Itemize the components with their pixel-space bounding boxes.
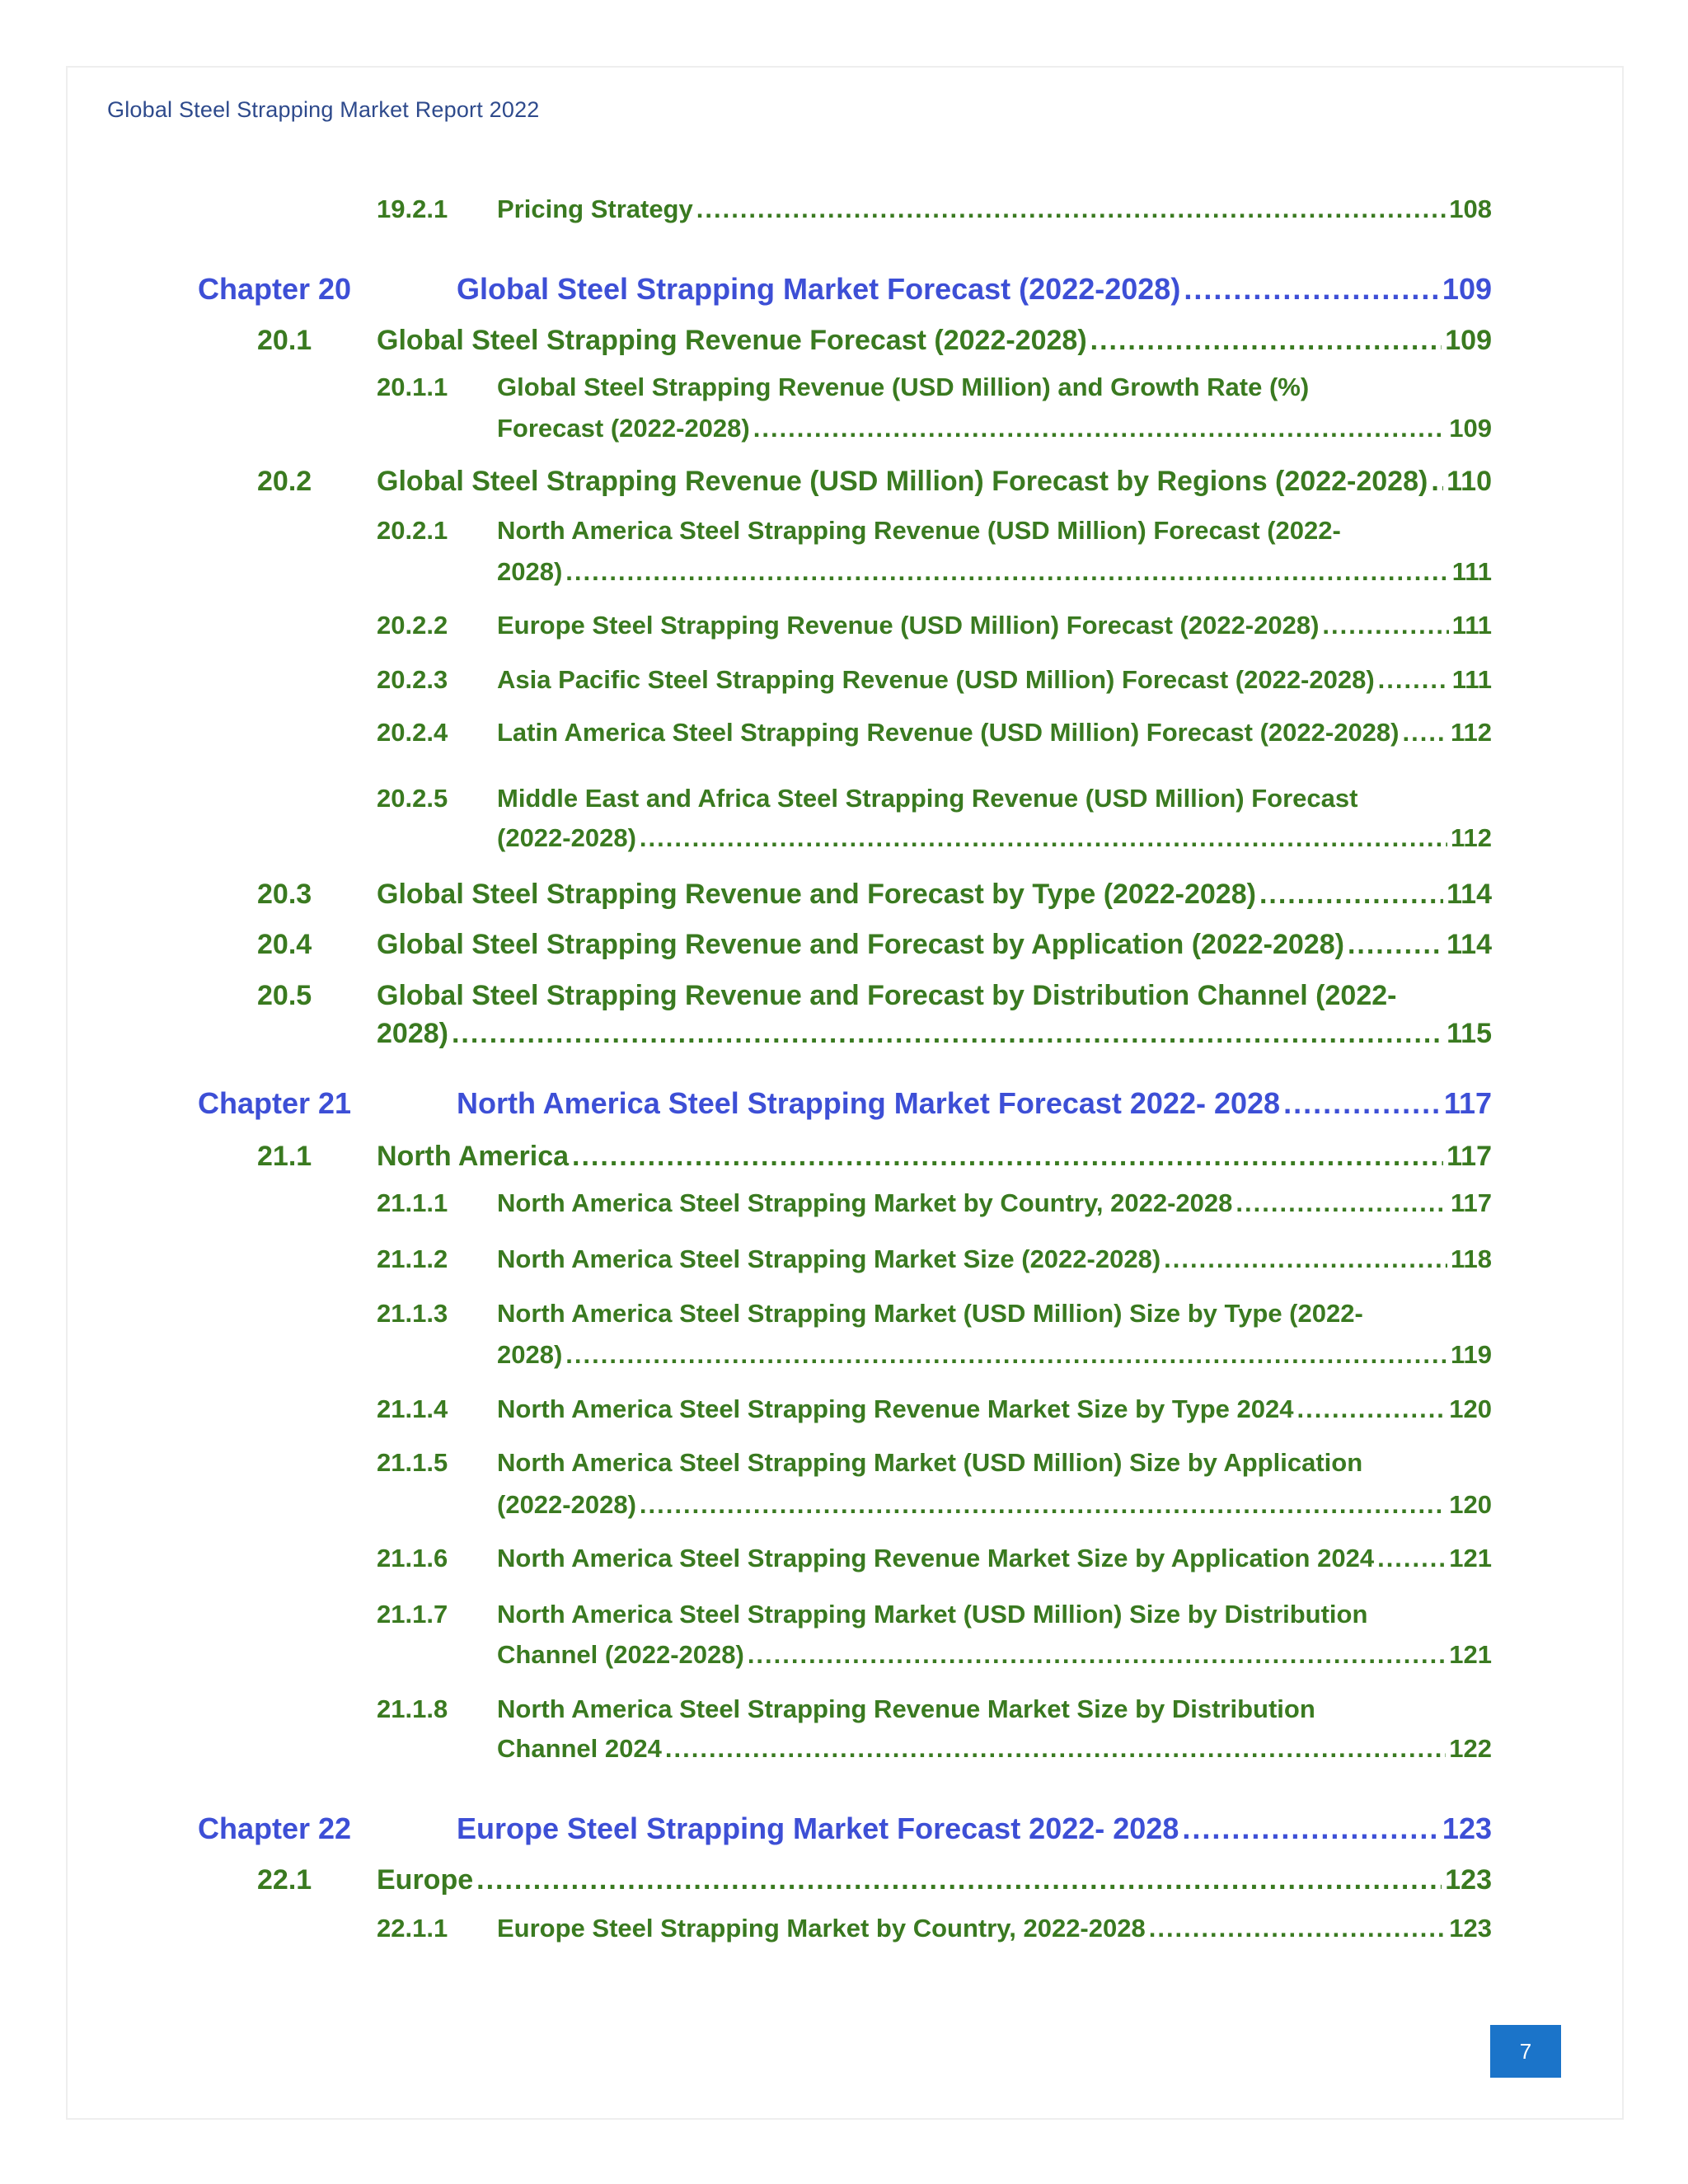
toc-entry-number: Chapter 20	[198, 272, 352, 306]
dot-leader	[665, 1734, 1446, 1764]
toc-entry-number: 20.2.5	[377, 784, 448, 813]
toc-entry-title: Global Steel Strapping Revenue and Forecast by Type (2022-2028)	[377, 879, 1256, 910]
dot-leader	[1164, 1244, 1447, 1274]
toc-entry-title: North America Steel Strapping Revenue Market Size by Application 2024	[497, 1544, 1375, 1572]
toc-entry-number: 22.1	[257, 1864, 312, 1896]
toc-entry-number: 20.2.2	[377, 611, 448, 640]
dot-leader	[1259, 879, 1443, 911]
toc-entry-page: 123	[1442, 1811, 1492, 1845]
toc-entry-page: 120	[1449, 1394, 1492, 1423]
toc-entry-page: 118	[1450, 1244, 1492, 1273]
toc-entry-title: Latin America Steel Strapping Revenue (USD Million) Forecast (2022-2028)	[497, 718, 1400, 747]
dot-leader	[565, 557, 1448, 587]
toc-entry-number: 21.1.5	[377, 1448, 448, 1477]
toc-entry-page: 108	[1449, 194, 1492, 223]
toc-entry-title-line: North America Steel Strapping Revenue (USD Million) Forecast (2022-	[497, 516, 1341, 545]
toc-entry-title-line: Global Steel Strapping Revenue (USD Million) and Growth Rate (%)	[497, 373, 1310, 401]
toc-entry-number: 21.1.7	[377, 1600, 448, 1629]
dot-leader	[1283, 1086, 1441, 1121]
toc-entry-page: 111	[1451, 611, 1492, 640]
toc-entry-title: Europe	[377, 1864, 474, 1896]
toc-entry-title: Channel (2022-2028)	[497, 1640, 744, 1669]
toc-entry-number: 21.1.8	[377, 1694, 448, 1723]
toc-entry-number: 21.1.2	[377, 1244, 448, 1273]
dot-leader	[1182, 1811, 1439, 1846]
dot-leader	[640, 1490, 1446, 1520]
dot-leader	[1184, 272, 1439, 307]
dot-leader	[1149, 1914, 1447, 1943]
toc-entry-title: Europe Steel Strapping Market Forecast 2022- 2028	[457, 1811, 1179, 1845]
toc-entry-number: 20.3	[257, 879, 312, 910]
dot-leader	[476, 1864, 1442, 1896]
dot-leader	[1236, 1188, 1447, 1218]
dot-leader	[1403, 718, 1447, 748]
toc-entry-page: 121	[1449, 1544, 1492, 1572]
toc-entry-number: 21.1	[257, 1141, 312, 1172]
toc-entry-number: 21.1.1	[377, 1188, 448, 1217]
dot-leader	[1378, 665, 1449, 695]
toc-entry-page: 114	[1447, 879, 1492, 910]
toc-entry-title: Europe Steel Strapping Revenue (USD Million) Forecast (2022-2028)	[497, 611, 1320, 640]
toc-entry-number: 20.2.1	[377, 516, 448, 545]
dot-leader	[696, 194, 1447, 224]
running-header: Global Steel Strapping Market Report 2022	[107, 97, 540, 122]
toc-entry-number: 21.1.3	[377, 1299, 448, 1328]
toc-entry-title: (2022-2028)	[497, 823, 636, 852]
toc-entry-page: 119	[1450, 1340, 1492, 1369]
toc-entry-number: Chapter 21	[198, 1086, 352, 1120]
toc-entry-page: 109	[1449, 414, 1492, 443]
dot-leader	[565, 1340, 1447, 1370]
toc-entry-title-line: North America Steel Strapping Market (USD Million) Size by Application	[497, 1448, 1363, 1477]
toc-entry-title: Channel 2024	[497, 1734, 662, 1763]
toc-entry-title: Europe Steel Strapping Market by Country, 2022-2028	[497, 1914, 1146, 1943]
toc-entry-number: 20.1	[257, 325, 312, 356]
toc-entry-page: 109	[1442, 272, 1492, 306]
dot-leader	[640, 823, 1447, 853]
toc-entry-number: 20.5	[257, 980, 312, 1011]
toc-entry-title: Global Steel Strapping Revenue Forecast (2022-2028)	[377, 325, 1087, 356]
toc-entry-page: 109	[1445, 325, 1492, 356]
toc-entry-page: 117	[1450, 1188, 1492, 1217]
toc-entry-title-line: North America Steel Strapping Market (USD Million) Size by Type (2022-	[497, 1299, 1363, 1328]
dot-leader	[572, 1141, 1443, 1173]
toc-entry-page: 122	[1449, 1734, 1492, 1763]
toc-entry-page: 112	[1450, 718, 1492, 747]
dot-leader	[1090, 325, 1442, 357]
toc-entry-page: 117	[1443, 1086, 1492, 1120]
dot-leader	[452, 1018, 1443, 1050]
toc-entry-title: North America Steel Strapping Market by Country, 2022-2028	[497, 1188, 1233, 1217]
toc-entry-title: North America	[377, 1141, 570, 1172]
dot-leader	[753, 414, 1447, 443]
toc-entry-number: 20.2	[257, 466, 312, 497]
dot-leader	[1322, 611, 1448, 640]
toc-entry-title: Pricing Strategy	[497, 194, 693, 223]
toc-entry-page: 123	[1449, 1914, 1492, 1943]
toc-entry-number: 20.2.4	[377, 718, 448, 747]
toc-entry-title-line: Global Steel Strapping Revenue and Forecast by Distribution Channel (2022-	[377, 980, 1397, 1011]
toc-entry-number: Chapter 22	[198, 1811, 352, 1845]
toc-entry-number: 20.2.3	[377, 665, 448, 694]
toc-entry-number: 21.1.6	[377, 1544, 448, 1572]
toc-entry-number: 20.1.1	[377, 373, 448, 401]
toc-entry-title-line: North America Steel Strapping Market (USD Million) Size by Distribution	[497, 1600, 1368, 1629]
dot-leader	[1348, 929, 1443, 961]
toc-entry-title: Global Steel Strapping Revenue (USD Million) Forecast by Regions (2022-2028)	[377, 466, 1428, 497]
toc-entry-page: 121	[1449, 1640, 1492, 1669]
dot-leader	[1297, 1394, 1447, 1424]
dot-leader	[1431, 466, 1443, 498]
dot-leader	[748, 1640, 1446, 1670]
toc-entry-number: 22.1.1	[377, 1914, 448, 1943]
toc-entry-page: 123	[1445, 1864, 1492, 1896]
toc-entry-title: Global Steel Strapping Revenue and Forecast by Application (2022-2028)	[377, 929, 1344, 960]
toc-entry-page: 120	[1449, 1490, 1492, 1519]
toc-entry-page: 114	[1447, 929, 1492, 960]
toc-entry-title: North America Steel Strapping Market Forecast 2022- 2028	[457, 1086, 1281, 1120]
toc-entry-number: 19.2.1	[377, 194, 448, 223]
toc-entry-title: Forecast (2022-2028)	[497, 414, 750, 443]
toc-entry-title-line: North America Steel Strapping Revenue Market Size by Distribution	[497, 1694, 1315, 1723]
toc-entry-page: 117	[1447, 1141, 1492, 1172]
toc-entry-title: Global Steel Strapping Market Forecast (2022-2028)	[457, 272, 1181, 306]
toc-entry-page: 111	[1451, 557, 1492, 586]
toc-entry-number: 21.1.4	[377, 1394, 448, 1423]
toc-entry-title: 2028)	[497, 557, 563, 586]
toc-entry-page: 112	[1450, 823, 1492, 852]
toc-entry-title: (2022-2028)	[497, 1490, 636, 1519]
toc-entry-page: 111	[1451, 665, 1492, 694]
toc-entry-title: North America Steel Strapping Market Size (2022-2028)	[497, 1244, 1161, 1273]
toc-entry-page: 115	[1447, 1018, 1492, 1049]
toc-entry-title: Asia Pacific Steel Strapping Revenue (USD Million) Forecast (2022-2028)	[497, 665, 1375, 694]
toc-entry-title: North America Steel Strapping Revenue Market Size by Type 2024	[497, 1394, 1294, 1423]
toc-entry-title: 2028)	[497, 1340, 563, 1369]
dot-leader	[1377, 1544, 1446, 1573]
toc-entry-title-line: Middle East and Africa Steel Strapping Revenue (USD Million) Forecast	[497, 784, 1358, 813]
toc-entry-page: 110	[1447, 466, 1492, 497]
page-number-badge: 7	[1490, 2025, 1561, 2078]
toc-entry-number: 20.4	[257, 929, 312, 960]
toc-entry-title: 2028)	[377, 1018, 448, 1049]
